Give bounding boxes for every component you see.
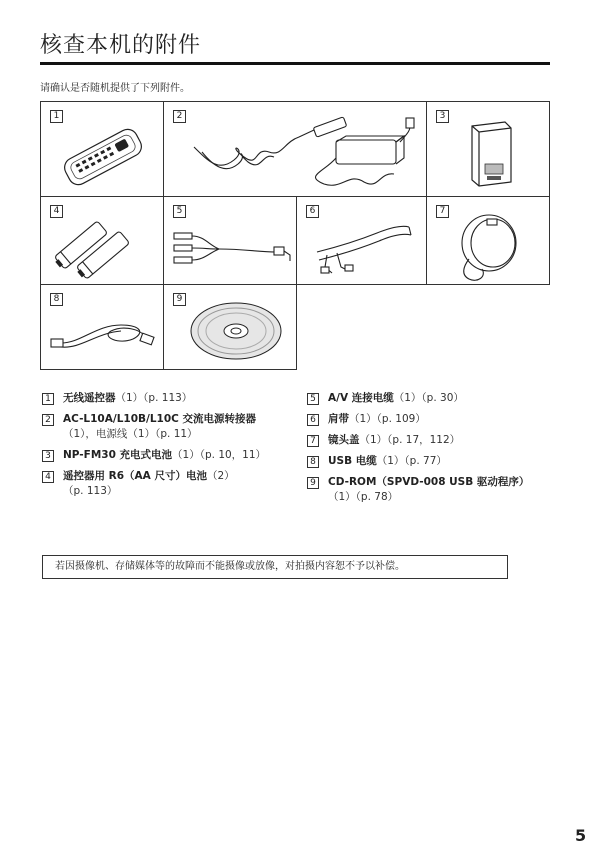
item-detail: （1）（p. 17，112） — [359, 434, 461, 446]
accessory-cell-6 — [296, 196, 427, 285]
item-name: 镜头盖 — [328, 434, 360, 446]
item-detail: （1）（p. 113） — [115, 392, 193, 404]
page-number: 5 — [575, 826, 587, 845]
item-name: AC-L10A/L10B/L10C 交流电源转接器 — [63, 413, 256, 425]
usb-cable-icon — [41, 285, 165, 371]
cd-rom-icon — [164, 285, 298, 371]
title-rule — [40, 62, 550, 65]
list-item — [307, 391, 557, 406]
remote-control-icon — [41, 102, 165, 198]
item-name: 肩带 — [328, 413, 349, 425]
list-item — [307, 433, 557, 448]
intro-text: 请确认是否随机提供了下列附件。 — [40, 83, 190, 94]
item-number: 7 — [307, 435, 319, 447]
list-item — [42, 391, 300, 406]
aa-batteries-icon — [41, 197, 165, 286]
item-number: 8 — [307, 456, 319, 468]
item-number: 6 — [306, 205, 319, 218]
item-number: 2 — [42, 414, 54, 426]
item-name: NP-FM30 充电式电池 — [63, 449, 173, 461]
item-name: A/V 连接电缆 — [328, 392, 394, 404]
item-name: USB 电缆 — [328, 455, 377, 467]
item-number: 9 — [307, 477, 319, 489]
item-detail: （1）（p. 30） — [393, 392, 464, 404]
ac-adaptor-icon — [164, 102, 428, 198]
item-number: 1 — [50, 110, 63, 123]
item-number: 4 — [42, 471, 54, 483]
accessory-list-left — [42, 391, 300, 505]
accessory-list-right — [307, 391, 557, 511]
notice-box: 若因摄像机、存储媒体等的故障而不能摄像或放像，对拍摄内容恕不予以补偿。 — [42, 555, 508, 579]
item-detail: （2） — [206, 470, 235, 482]
item-number: 2 — [173, 110, 186, 123]
item-number: 7 — [436, 205, 449, 218]
item-detail: （p. 113） — [63, 485, 118, 497]
item-number: 5 — [307, 393, 319, 405]
item-name: CD-ROM（SPVD-008 USB 驱动程序） — [328, 476, 530, 488]
item-number: 9 — [173, 293, 186, 306]
av-cable-icon — [164, 197, 298, 286]
item-detail: （1）（p. 77） — [376, 455, 447, 467]
list-item — [42, 469, 300, 499]
list-item — [42, 448, 300, 463]
lens-cap-icon — [427, 197, 551, 286]
accessory-cell-4 — [40, 196, 164, 285]
item-number: 5 — [173, 205, 186, 218]
item-number: 3 — [436, 110, 449, 123]
item-number: 3 — [42, 450, 54, 462]
list-item — [307, 475, 557, 505]
battery-pack-icon — [427, 102, 551, 198]
item-number: 8 — [50, 293, 63, 306]
item-number: 1 — [42, 393, 54, 405]
item-detail: （1）（p. 10，11） — [172, 449, 267, 461]
accessory-cell-1 — [40, 101, 164, 197]
item-number: 4 — [50, 205, 63, 218]
list-item — [42, 412, 300, 442]
accessory-cell-9 — [163, 284, 297, 370]
list-item — [307, 454, 557, 469]
accessory-cell-5 — [163, 196, 297, 285]
shoulder-strap-icon — [297, 197, 428, 286]
item-name: 遥控器用 R6（AA 尺寸）电池 — [63, 470, 207, 482]
item-detail: （1）（p. 78） — [328, 491, 399, 503]
page-title: 核查本机的附件 — [40, 33, 202, 58]
accessory-cell-2 — [163, 101, 427, 197]
accessory-cell-7 — [426, 196, 550, 285]
accessory-cell-8 — [40, 284, 164, 370]
item-detail: （1），电源线（1）（p. 11） — [63, 428, 198, 440]
item-name: 无线遥控器 — [63, 392, 116, 404]
item-detail: （1）（p. 109） — [349, 413, 426, 425]
list-item — [307, 412, 557, 427]
accessory-grid — [40, 101, 550, 370]
accessory-cell-3 — [426, 101, 550, 197]
item-number: 6 — [307, 414, 319, 426]
